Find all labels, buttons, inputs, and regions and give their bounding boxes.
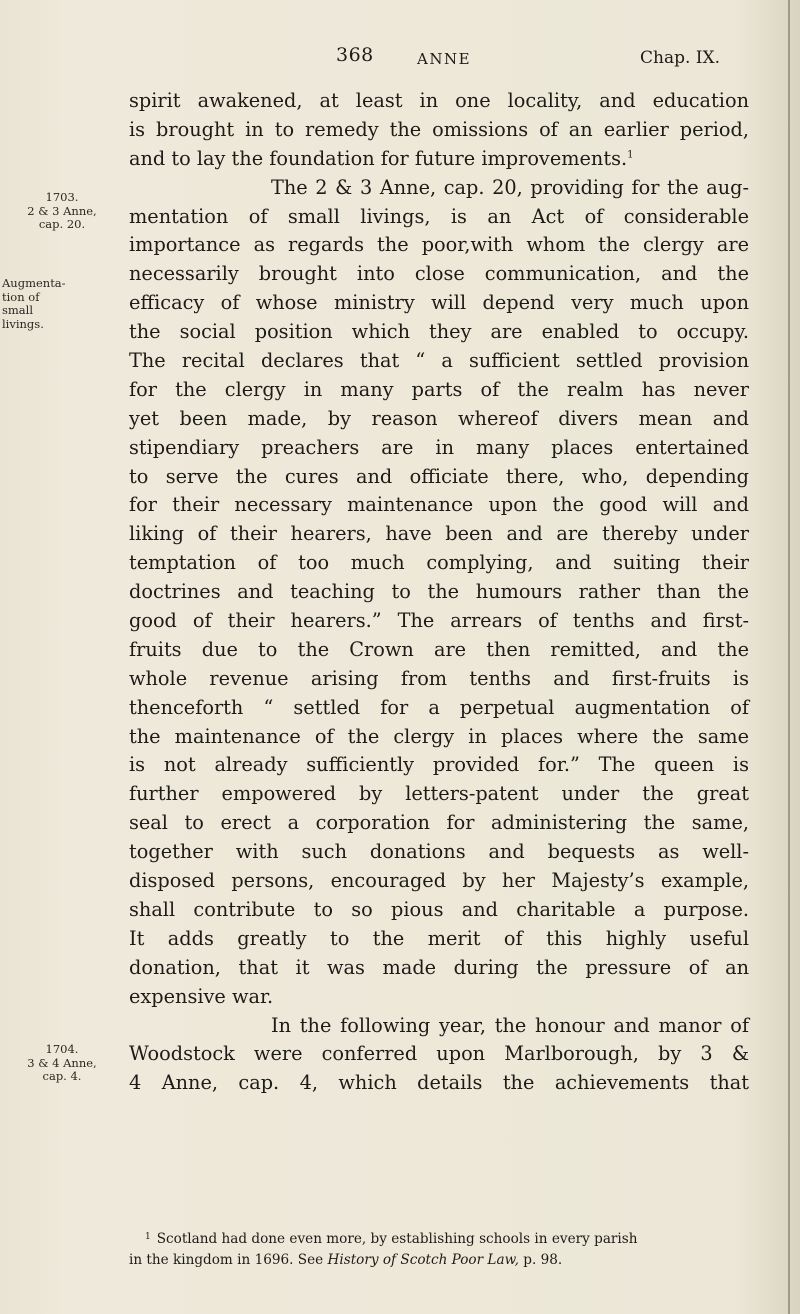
footnote-citation-title: History of Scotch Poor Law, [327,1251,519,1268]
footnote-line [129,1250,749,1271]
text-line: stipendiary preachers are in many places entertained [129,435,749,459]
text-line: for the clergy in many parts of the realm has never [129,377,749,401]
sidenote-topic-line: tion of [2,289,40,304]
running-title: ANNE [417,50,472,68]
text-line: whole revenue arising from tenths and first-fruits is [129,666,749,690]
text-line: is not already sufficiently provided for.” The queen is [129,753,749,777]
text-line: The recital declares that “ a sufficient settled provision [129,349,749,373]
text-line: further empowered by letters-patent under the great [129,782,749,806]
text-line: Woodstock were conferred upon Marlborough, by 3 & [129,1042,749,1066]
sidenote-1703 [0,191,124,232]
sidenote-act: 2 & 3 Anne, [27,203,97,218]
sidenote-act-cap: cap. 4. [42,1069,82,1083]
text-line: liking of their hearers, have been and are thereby under [129,522,749,546]
chapter-label: Chap. IX. [640,48,721,68]
text-line: importance as regards the poor,with whom the clergy are [129,233,749,257]
text-line: efficacy of whose ministry will depend very much upon [129,291,749,315]
sidenote-act-cap: cap. 20. [38,217,86,231]
page-edge-shadow [788,0,790,1314]
text-line-content: and to lay the foundation for future improvements. [129,146,628,170]
text-line: yet been made, by reason whereof divers mean and [129,406,749,430]
text-line: spirit awakened, at least in one locality, and education [129,89,749,112]
text-line-with-footnote [129,145,749,174]
text-line: together with such donations and bequests as well- [129,840,749,864]
text-line: the social position which they are enabled to occupy. [129,320,749,344]
text-line: necessarily brought into close communication, and the [129,262,749,286]
page-header [0,44,800,74]
text-line: shall contribute to so pious and charitable a purpose. [129,897,749,921]
text-line: thenceforth “ settled for a perpetual augmentation of [129,695,749,719]
sidenote-year: 1703. [45,190,79,204]
footnote-text: in the kingdom in 1696. See [129,1251,328,1268]
sidenote-topic-line: Augmenta- [2,276,66,290]
sidenote-act: 3 & 4 Anne, [27,1055,97,1070]
text-line: disposed persons, encouraged by her Majesty’s example, [129,869,749,893]
footnote-line [129,1227,749,1250]
text-line: In the following year, the honour and manor of [271,1013,749,1037]
sidenote-1704 [0,1043,124,1084]
text-line: for their necessary maintenance upon the good will and [129,493,749,517]
text-line: the maintenance of the clergy in places where the same [129,724,749,748]
text-line: expensive war. [129,984,274,1008]
footnote-marker: 1 [145,1232,151,1242]
text-line: It adds greatly to the merit of this highly useful [129,926,749,950]
footnote-reference: 1 [627,149,634,161]
text-line: temptation of too much complying, and suiting their [129,551,749,575]
text-line: seal to erect a corporation for administering the same, [129,811,749,835]
text-line: The 2 & 3 Anne, cap. 20, providing for the aug- [271,175,749,199]
sidenote-year: 1704. [45,1042,79,1056]
text-line: doctrines and teaching to the humours rather than the [129,580,749,604]
body-text [129,87,749,1098]
text-line: good of their hearers.” The arrears of tenths and first- [129,609,749,633]
footnote-text: p. 98. [518,1251,563,1268]
text-line: to serve the cures and officiate there, who, depending [129,464,749,488]
text-line: mentation of small livings, is an Act of considerable [129,204,749,228]
sidenote-topic-line: livings. [2,316,44,331]
page-number: 368 [336,44,374,66]
footnote-text: Scotland had done even more, by establishing schools in every parish [156,1231,638,1247]
text-line: is brought in to remedy the omissions of an earlier period, [129,117,749,141]
sidenote-topic [2,277,82,331]
footnote [129,1227,749,1270]
text-line: fruits due to the Crown are then remitted, and the [129,637,749,661]
sidenote-topic-line: small [2,303,34,317]
text-line: donation, that it was made during the pressure of an [129,955,749,979]
text-line: 4 Anne, cap. 4, which details the achievements that [129,1071,749,1095]
